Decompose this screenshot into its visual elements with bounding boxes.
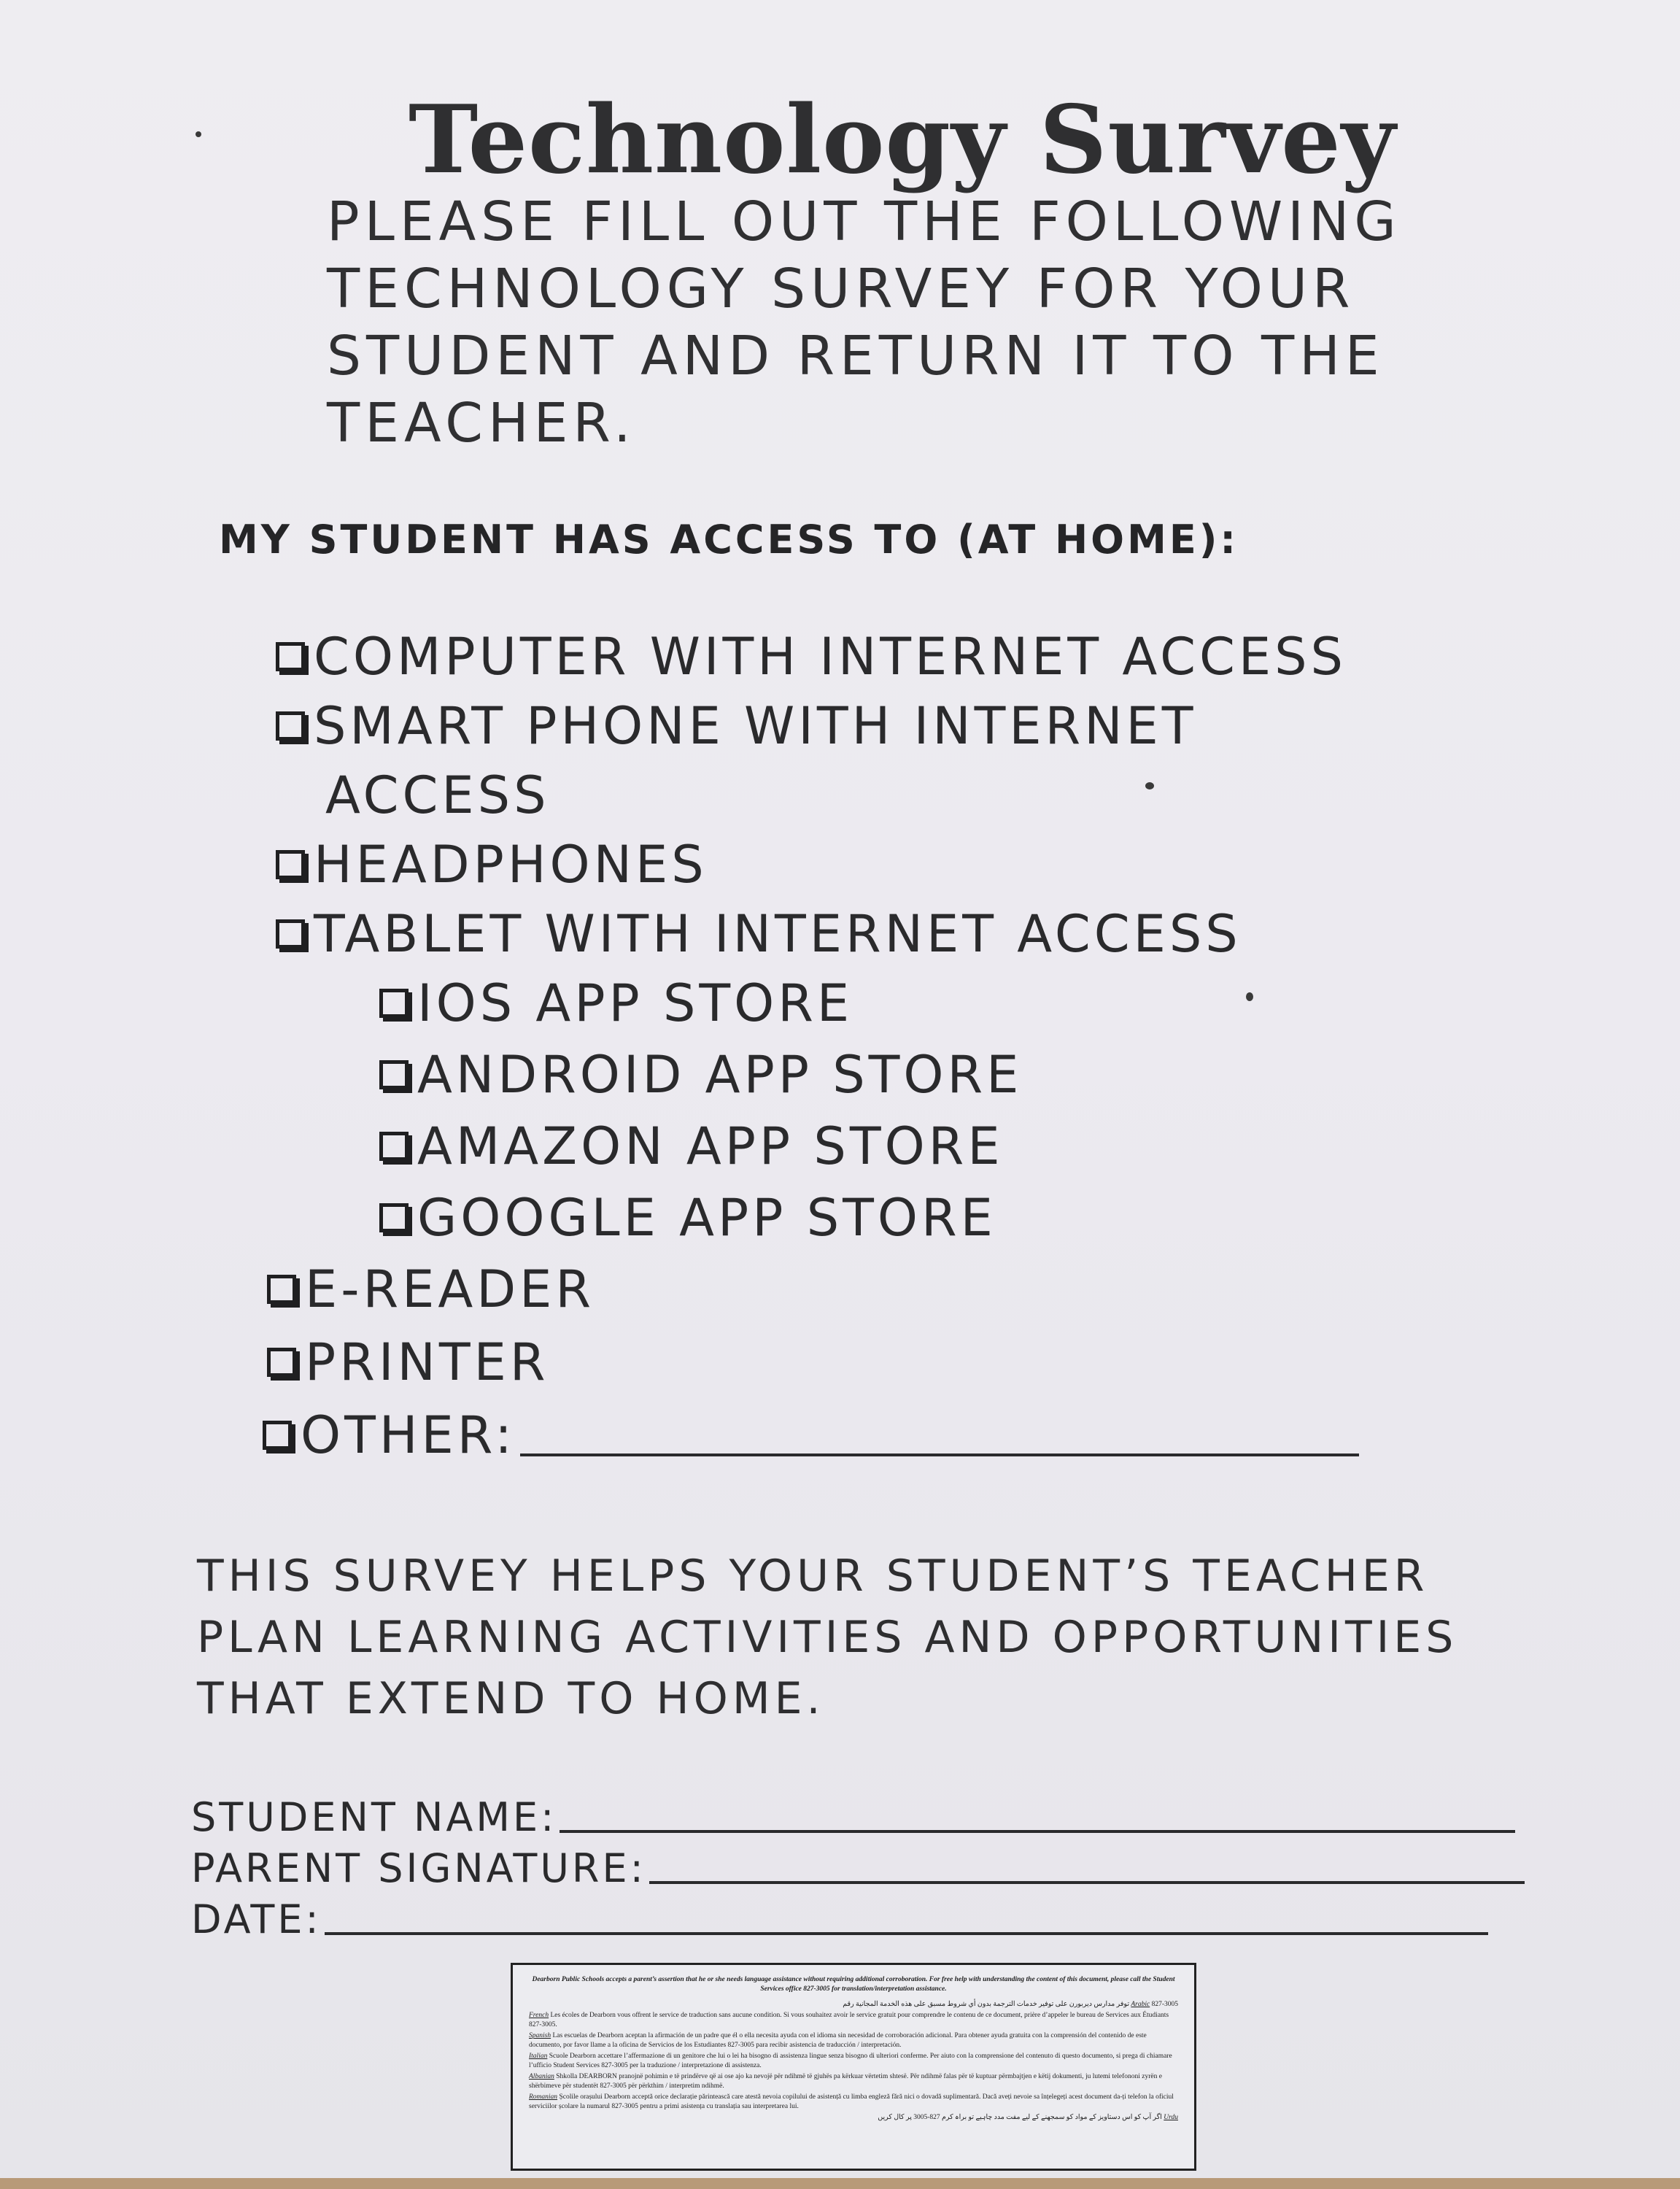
notice-text: Shkolla DEARBORN pranojnë pohimin e të prindërve që ai ose ajo ka nevojë për ndihmë të gjuhës pa kërkuar vërtetim shtesë. Për ndihmë falas për të kuptuar përmbajtjen e këtij dokumenti, ju lutemi telefononi zyrën e shërbimeve për studentët 827-3005 për përkthim / interpretim ndihmë. bbox=[529, 2073, 1162, 2090]
checklist-item-printer[interactable] bbox=[267, 1329, 549, 1395]
notice-line-romanian bbox=[529, 2093, 1178, 2112]
checkbox[interactable] bbox=[276, 919, 305, 949]
intro-line: TEACHER. bbox=[327, 392, 636, 455]
intro-text bbox=[327, 188, 1465, 457]
checklist-item-amazon-app-store[interactable] bbox=[379, 1113, 1004, 1179]
speck bbox=[1145, 782, 1154, 789]
checkbox[interactable] bbox=[267, 1275, 296, 1304]
checklist-item-headphones[interactable] bbox=[276, 832, 708, 897]
checklist-item-tablet[interactable] bbox=[276, 901, 1242, 967]
notice-line-albanian bbox=[529, 2072, 1178, 2091]
student-name-label: STUDENT NAME: bbox=[191, 1794, 557, 1840]
checkbox[interactable] bbox=[267, 1348, 296, 1377]
closing-line: THIS SURVEY HELPS YOUR STUDENT’S TEACHER bbox=[197, 1551, 1429, 1602]
page-title: Technology Survey bbox=[409, 85, 1396, 195]
language-assistance-notice bbox=[511, 1963, 1196, 2171]
checkbox[interactable] bbox=[276, 711, 305, 741]
checklist-item-computer[interactable] bbox=[276, 624, 1347, 690]
date-line[interactable] bbox=[325, 1932, 1488, 1935]
checklist-item-ios-app-store[interactable] bbox=[379, 970, 853, 1036]
notice-text: اگر آپ کو اس دستاویز کے مواد کو سمجھنے کے لیے مفت مدد چاہیے تو براہ کرم 827-3005 پر کال کریں bbox=[878, 2114, 1162, 2121]
checklist-item-android-app-store[interactable] bbox=[379, 1042, 1022, 1108]
intro-line: PLEASE FILL OUT THE FOLLOWING bbox=[327, 190, 1401, 253]
checklist-label: AMAZON APP STORE bbox=[417, 1116, 1004, 1176]
checklist-label: ANDROID APP STORE bbox=[417, 1045, 1023, 1105]
checklist-label: GOOGLE APP STORE bbox=[417, 1188, 996, 1248]
notice-lang: Arabic bbox=[1131, 2001, 1150, 2008]
checkbox[interactable] bbox=[379, 1132, 409, 1161]
checklist-label: OTHER: bbox=[301, 1405, 516, 1465]
closing-line: PLAN LEARNING ACTIVITIES AND OPPORTUNITIES bbox=[197, 1612, 1458, 1663]
notice-lang: Urdu bbox=[1164, 2114, 1178, 2121]
student-name-field[interactable] bbox=[191, 1789, 1515, 1840]
checklist-label: PRINTER bbox=[305, 1332, 549, 1392]
checklist-label: E-READER bbox=[305, 1259, 595, 1319]
checkbox[interactable] bbox=[276, 850, 305, 879]
notice-line-spanish bbox=[529, 2031, 1178, 2050]
notice-header: Dearborn Public Schools accepts a parent’s assertion that he or she needs language assistance without requiring additional corroboration. For free help with understanding the content of this document, please call the Student Services office 827-3005 for translation/interpretation assistance. bbox=[532, 1976, 1175, 1993]
checklist-label: TABLET WITH INTERNET ACCESS bbox=[314, 904, 1242, 964]
intro-line: STUDENT AND RETURN IT TO THE bbox=[327, 325, 1385, 387]
checklist-label: COMPUTER WITH INTERNET ACCESS bbox=[314, 627, 1347, 687]
student-name-line[interactable] bbox=[560, 1830, 1515, 1833]
parent-signature-label: PARENT SIGNATURE: bbox=[191, 1845, 646, 1891]
notice-text: Școlile orașului Dearborn acceptă orice declarație părintească care atestă nevoia copilului de asistență cu limba engleză fără nici o dovadă suplimentară. Dacă aveți nevoie sa înțelegeți acest document da-ți telefon la oficiul serviciilor școlare la numarul 827-3005 pentru a primi asistența cu translația sau interpretarea lui. bbox=[529, 2093, 1174, 2110]
notice-lang: French bbox=[529, 2012, 549, 2019]
intro-line: TECHNOLOGY SURVEY FOR YOUR bbox=[327, 258, 1355, 320]
notice-lang: Albanian bbox=[529, 2073, 554, 2080]
checkbox[interactable] bbox=[379, 1060, 409, 1089]
checklist-label-continuation: ACCESS bbox=[325, 765, 550, 825]
parent-signature-field[interactable] bbox=[191, 1840, 1525, 1891]
access-heading: MY STUDENT HAS ACCESS TO (AT HOME): bbox=[219, 517, 1239, 563]
checkbox[interactable] bbox=[263, 1421, 292, 1450]
parent-signature-line[interactable] bbox=[649, 1881, 1525, 1884]
date-label: DATE: bbox=[191, 1896, 322, 1942]
notice-text: 827-3005 توفر مدارس ديربورن على توفير خدمات الترجمة بدون أي شروط مسبق على هذه الخدمة المجانية رقم bbox=[843, 2001, 1178, 2008]
checklist-item-smart-phone[interactable] bbox=[276, 693, 1197, 759]
notice-line-french bbox=[529, 2011, 1178, 2030]
checklist-label: SMART PHONE WITH INTERNET bbox=[314, 696, 1197, 756]
checkbox[interactable] bbox=[379, 989, 409, 1018]
speck bbox=[1246, 992, 1253, 1001]
notice-text: Les écoles de Dearborn vous offrent le service de traduction sans aucune condition. Si vous souhaitez avoir le service gratuit pour comprendre le contenu de ce document, prière d’appeler le bureau de Services aux Étudiants 827-3005. bbox=[529, 2012, 1169, 2028]
checklist-label: HEADPHONES bbox=[314, 835, 708, 895]
notice-line-arabic bbox=[529, 2000, 1178, 2010]
closing-line: THAT EXTEND TO HOME. bbox=[197, 1673, 825, 1724]
checklist-item-other[interactable] bbox=[263, 1402, 1359, 1468]
closing-text bbox=[197, 1545, 1481, 1729]
date-field[interactable] bbox=[191, 1891, 1488, 1942]
checklist-label: IOS APP STORE bbox=[417, 973, 853, 1033]
checkbox[interactable] bbox=[379, 1203, 409, 1232]
checkbox[interactable] bbox=[276, 642, 305, 671]
notice-lang: Italian bbox=[529, 2053, 548, 2060]
notice-line-italian bbox=[529, 2052, 1178, 2071]
notice-text: Las escuelas de Dearborn aceptan la afirmación de un padre que él o ella necesita ayuda con el idioma sin necesidad de corroboración adicional. Para obtener ayuda gratuita con la comprensión del contenido de este documento, por favor llame a la oficina de Servicios de los Estudiantes 827-3005 para recibir asistencia de traducción / interpretación. bbox=[529, 2032, 1147, 2049]
checklist-item-google-app-store[interactable] bbox=[379, 1185, 996, 1251]
other-input-line[interactable] bbox=[520, 1453, 1359, 1456]
checklist-item-e-reader[interactable] bbox=[267, 1256, 595, 1322]
table-surface bbox=[0, 2178, 1680, 2189]
notice-line-urdu bbox=[529, 2113, 1178, 2123]
notice-lang: Spanish bbox=[529, 2032, 551, 2039]
notice-text: Scuole Dearborn accettare l’affermazione di un genitore che lui o lei ha bisogno di assistenza lingue senza bisogno di ulteriori conferme. Per aiuto con la comprensione del contenuto di questo documento, si prega di chiamare l’ufficio Student Services 827-3005 per la traduzione / interpretazione di assistenza. bbox=[529, 2053, 1172, 2069]
notice-lang: Romanian bbox=[529, 2093, 558, 2101]
speck bbox=[196, 131, 201, 137]
